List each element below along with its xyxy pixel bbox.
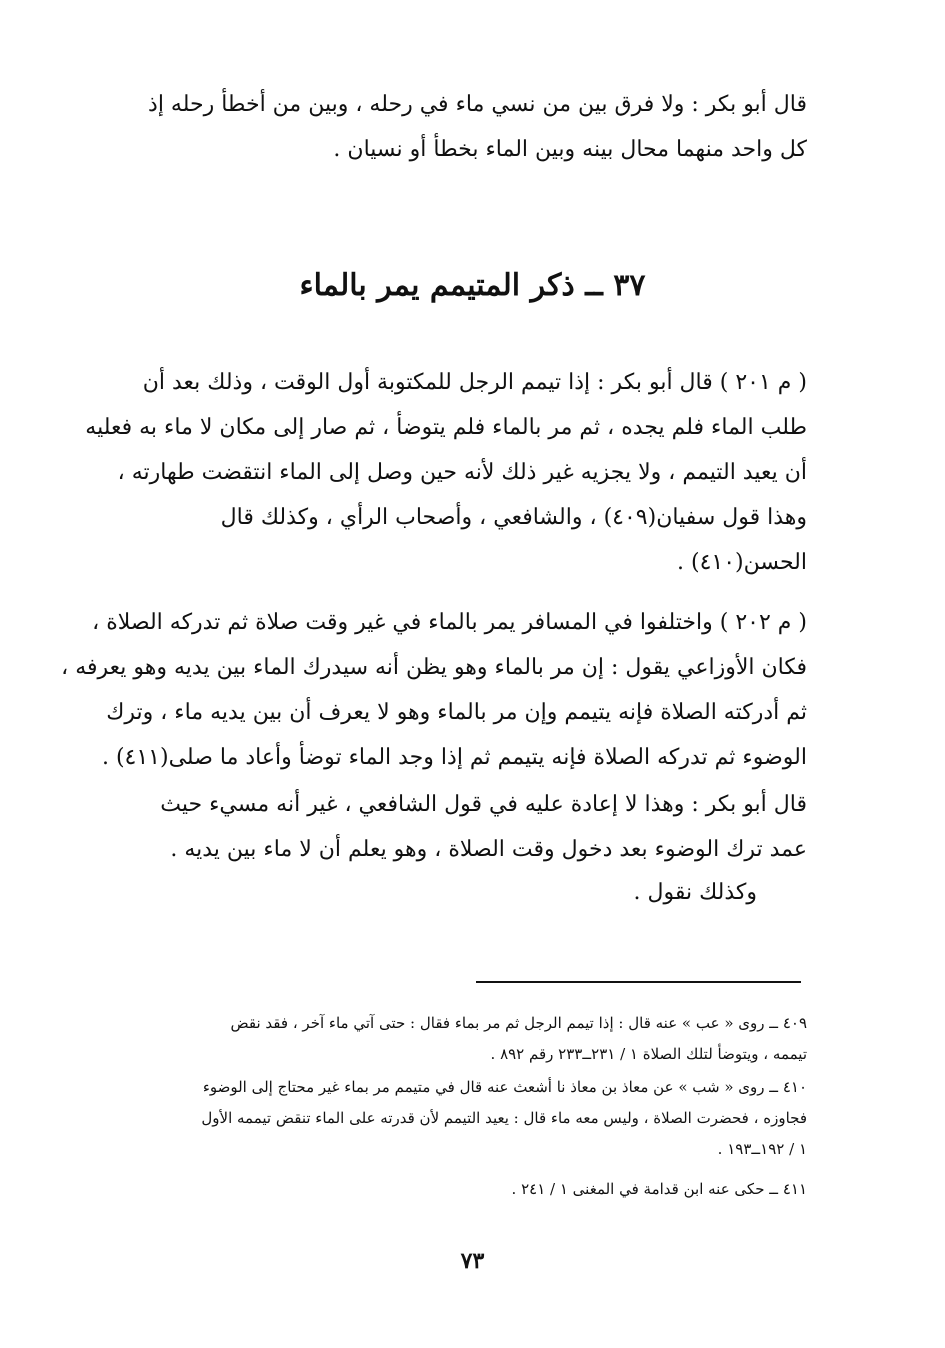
footnote-line: ٤٠٩ ــ روى « عب » عنه قال : إذا تيمم الرجل ثم مر بماء فقال : حتى آتي ماء آخر ، فقد نقض xyxy=(230,1014,807,1032)
footnote-411 xyxy=(127,1174,807,1205)
section-heading: ٣٧ ــ ذكر المتيمم يمر بالماء xyxy=(299,268,646,303)
footnote-line: ٤١١ ــ حكى عنه ابن قدامة في المغنى ١ / ٢٤١ . xyxy=(511,1180,807,1198)
issue-201-paragraph xyxy=(85,360,807,585)
text-line: ( م ٢٠٢ ) واختلفوا في المسافر يمر بالماء في غير وقت صلاة ثم تدركه الصلاة ، xyxy=(92,610,807,635)
footnote-line: ١ / ١٩٢ــ١٩٣ . xyxy=(717,1140,807,1158)
text-line: الحسن(٤١٠) . xyxy=(676,550,807,575)
text-line: ثم أدركته الصلاة فإنه يتيمم وإن مر بالماء وهو لا يعرف أن بين يديه ماء ، وترك xyxy=(106,700,807,725)
author-comment-paragraph xyxy=(127,782,807,872)
text-line: ( م ٢٠١ ) قال أبو بكر : إذا تيمم الرجل للمكتوبة أول الوقت ، وذلك بعد أن xyxy=(142,370,807,395)
issue-202-paragraph xyxy=(61,600,807,780)
footnote-line: تيممه ، ويتوضأ لتلك الصلاة ١ / ٢٣١ــ٢٣٣ رقم ٨٩٢ . xyxy=(490,1045,807,1063)
footnote-409 xyxy=(127,1008,807,1070)
conclusion-line: وكذلك نقول . xyxy=(633,880,757,905)
text-line: الوضوء ثم تدركه الصلاة فإنه يتيمم ثم إذا وجد الماء توضأ وأعاد ما صلى(٤١١) . xyxy=(101,745,807,770)
text-line: قال أبو بكر : ولا فرق بين من نسي ماء في رحله ، وبين من أخطأ رحله إذ xyxy=(148,92,807,117)
footnote-separator xyxy=(476,981,801,983)
text-line: قال أبو بكر : وهذا لا إعادة عليه في قول الشافعي ، غير أنه مسيء حيث xyxy=(160,792,807,817)
intro-paragraph xyxy=(127,82,807,172)
text-line: كل واحد منهما محال بينه وبين الماء بخطأ أو نسيان . xyxy=(333,137,807,162)
text-line: عمد ترك الوضوء بعد دخول وقت الصلاة ، وهو يعلم أن لا ماء بين يديه . xyxy=(170,837,807,862)
footnote-line: ٤١٠ ــ روى « شب » عن معاذ بن معاذ نا أشعث عنه قال في متيمم مر بماء غير محتاج إلى الوضوء xyxy=(202,1078,807,1096)
footnote-410 xyxy=(127,1072,807,1165)
text-line: أن يعيد التيمم ، ولا يجزيه غير ذلك لأنه حين وصل إلى الماء انتقضت طهارته ، xyxy=(117,460,807,485)
footnote-line: فجاوزه ، فحضرت الصلاة ، وليس معه ماء قال : يعيد التيمم لأن قدرته على الماء تنقض تيممه الأول xyxy=(201,1109,807,1127)
text-line: وهذا قول سفيان(٤٠٩) ، والشافعي ، وأصحاب الرأي ، وكذلك قال xyxy=(220,505,807,530)
text-line: فكان الأوزاعي يقول : إن مر بالماء وهو يظن أنه سيدرك الماء بين يديه وهو يعرفه ، xyxy=(61,655,807,680)
page-number: ٧٣ xyxy=(460,1248,485,1274)
text-line: طلب الماء فلم يجده ، ثم مر بالماء فلم يتوضأ ، ثم صار إلى مكان لا ماء به فعليه xyxy=(85,415,807,440)
